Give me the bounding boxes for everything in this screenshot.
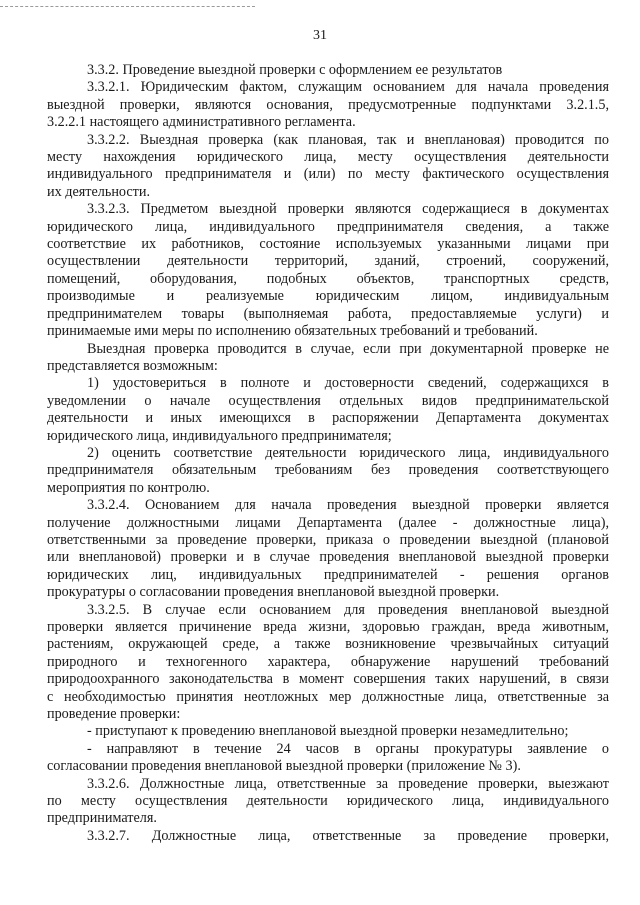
text-line: их деятельности. [47,183,150,200]
text-line: получение должностными лицами Департамента (далее - должностные лица), [47,514,609,531]
text-line: осуществлении деятельности территорий, зданий, строений, сооружений, [47,253,609,270]
text-line: прокуратуры о согласовании проведения внеплановой выездной проверки. [47,584,500,601]
text-line: Выездная проверка проводится в случае, если при документарной проверке не [87,340,609,357]
text-line: 3.3.2.4. Основанием для начала проведения выездной проверки является [87,497,609,514]
text-line: 3.2.2.1 настоящего административного регламента. [47,114,356,131]
text-line: с необходимостью принятия неотложных мер должностные лица, ответственные за [47,688,609,705]
text-line: мероприятия по контролю. [47,479,210,496]
text-line: 3.3.2. Проведение выездной проверки с оформлением ее результатов [87,62,503,78]
page-number: 31 [313,28,327,43]
text-line: предпринимателя обязательным требованиям без проведения соответствующего [47,462,609,479]
text-line: принимаемые ими меры по исполнению обязательных требований и требований. [47,323,538,340]
scan-top-rule [0,6,255,7]
text-line: предпринимателем товары (выполняемая работа, предоставляемые услуги) и [47,305,609,322]
text-line: - направляют в течение 24 часов в органы прокуратуры заявление о [87,740,609,757]
text-line: помещений, оборудования, подобных объектов, транспортных средств, [47,270,609,287]
text-line: природоохранного законодательства в момент совершения таких нарушений, в связи [47,671,609,688]
text-line: 3.3.2.1. Юридическим фактом, служащим основанием для начала проведения [87,79,609,96]
text-line: 3.3.2.7. Должностные лица, ответственные за проведение проверки, [87,827,609,844]
text-line: юридического лица, индивидуального предпринимателя; [47,427,392,444]
text-line: выездной проверки, являются основания, предусмотренные подпунктами 3.2.1.5, [47,96,609,113]
text-line: растениям, окружающей среде, а также возникновение чрезвычайных ситуаций [47,636,609,653]
text-line: представляется возможным: [47,357,218,374]
text-line: 2) оценить соответствие деятельности юридического лица, индивидуального [87,444,609,461]
text-line: - приступают к проведению внеплановой выездной проверки незамедлительно; [87,723,569,740]
text-line: 1) удостовериться в полноте и достоверности сведений, содержащихся в [87,375,609,392]
text-line: проверки является причинение вреда жизни, здоровью граждан, вреда животным, [47,619,609,635]
text-line: проведение проверки: [47,706,181,723]
text-line: уведомлении о начале осуществления отдельных видов предпринимательской [47,392,609,409]
text-line: согласовании проведения внеплановой выездной проверки (приложение № 3). [47,758,521,775]
text-line: предпринимателя. [47,810,157,827]
text-line: или внеплановой) проверки и в случае проведения внеплановой выездной проверки [47,549,609,566]
text-line: месту нахождения юридического лица, месту осуществления деятельности [47,149,609,166]
text-line: по месту осуществления деятельности юридического лица, индивидуального [47,793,609,810]
text-line: 3.3.2.3. Предметом выездной проверки являются содержащиеся в документах [87,201,609,218]
text-line: деятельности и иных имеющихся в распоряжении Департамента документах [47,410,609,427]
text-line: производимые и реализуемые юридическим лицом, индивидуальным [47,288,609,305]
document-body [47,62,609,845]
text-line: индивидуального предпринимателя и (или) по месту фактического осуществления [47,166,609,183]
text-line: 3.3.2.5. В случае если основанием для проведения внеплановой выездной [87,601,609,618]
text-line: 3.3.2.2. Выездная проверка (как плановая, так и внеплановая) проводится по [87,131,609,148]
text-line: 3.3.2.6. Должностные лица, ответственные за проведение проверки, выезжают [87,775,609,792]
text-line: юридических лиц, индивидуальных предпринимателей - решения органов [47,566,609,583]
text-line: соответствие их работников, состояние используемых указанными лицами при [47,236,609,253]
text-line: юридического лица, индивидуального предпринимателя сведения, а также [47,218,609,235]
text-line: ответственными за проведение проверки, приказа о проведении выездной (плановой [47,531,609,548]
text-line: природного и техногенного характера, обнаружение нарушений требований [47,653,609,670]
